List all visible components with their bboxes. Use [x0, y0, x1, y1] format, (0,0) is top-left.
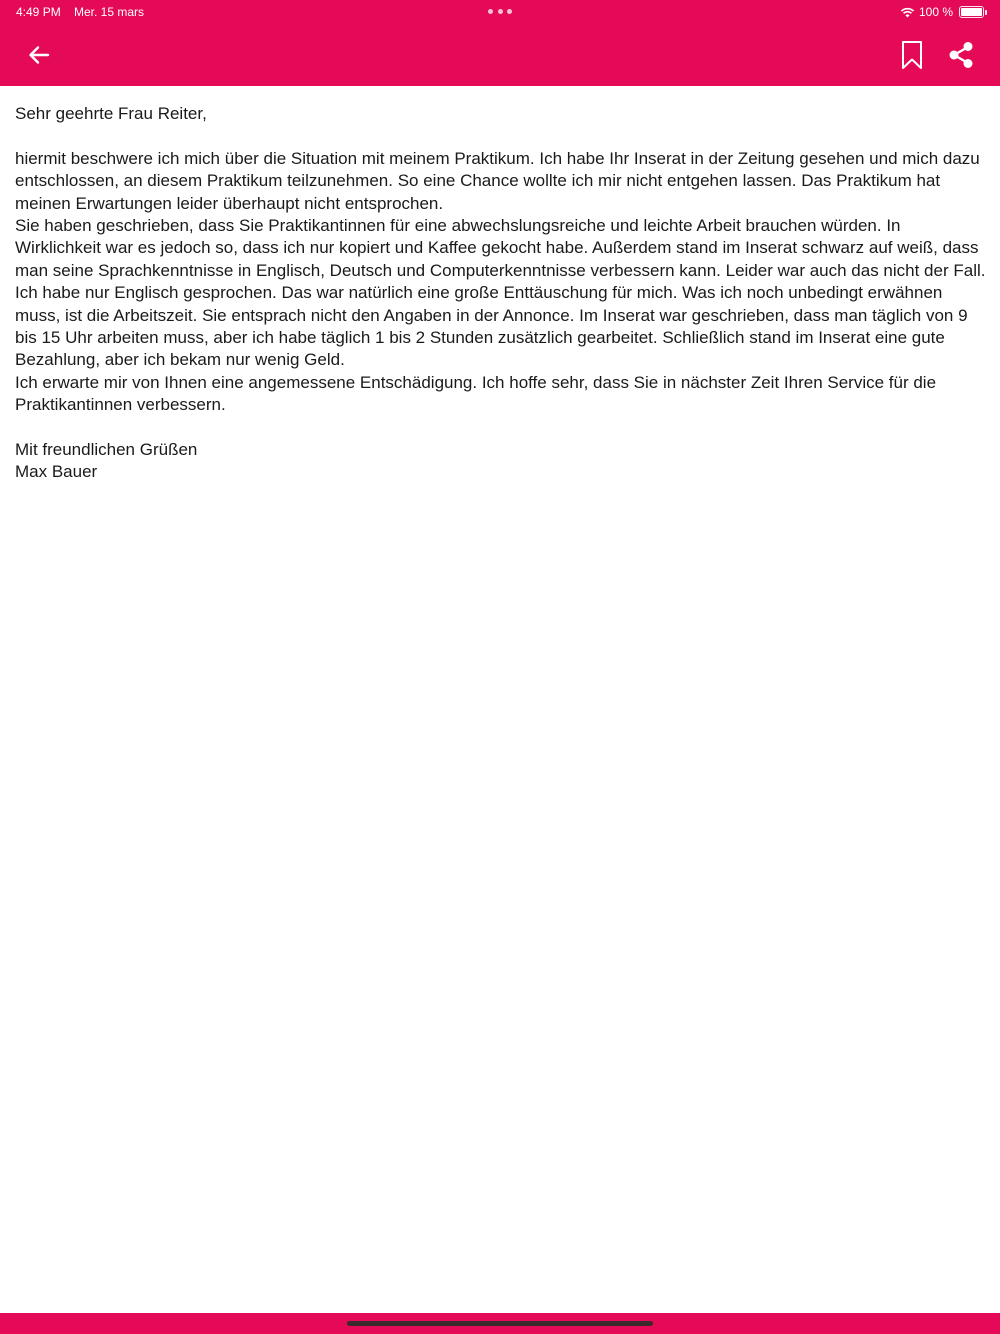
back-button[interactable] [22, 38, 56, 72]
letter-paragraph: hiermit beschwere ich mich über die Situation mit meinem Praktikum. Ich habe Ihr Inserat in der Zeitung gesehen und mich dazu entschlossen, an diesem Praktikum teilzunehmen. So eine Chance wollte ich mir nicht entgehen lassen. Das Praktikum hat meinen Erwartungen leider überhaupt nicht entsprochen. [15, 148, 980, 213]
letter-body [15, 103, 990, 484]
battery-percent: 100 % [918, 5, 953, 19]
letter-paragraph: Ich erwarte mir von Ihnen eine angemessene Entschädigung. Ich hoffe sehr, dass Sie in nächster Zeit Ihren Service für die Praktikantinnen verbessern. [15, 372, 937, 415]
home-indicator[interactable] [347, 1321, 653, 1326]
status-date: Mer. 15 mars [74, 5, 145, 19]
app-header [0, 0, 1000, 86]
bookmark-icon [901, 40, 923, 70]
wifi-icon [900, 7, 915, 18]
letter-closing: Mit freundlichen Grüßen [15, 440, 198, 460]
bookmark-button[interactable] [896, 36, 928, 74]
battery-icon [959, 6, 984, 18]
share-button[interactable] [944, 36, 978, 74]
arrow-left-icon [28, 45, 50, 65]
letter-salutation: Sehr geehrte Frau Reiter, [15, 104, 207, 123]
multitasking-dots-icon[interactable] [488, 3, 512, 19]
share-icon [948, 41, 974, 69]
status-indicators [900, 4, 984, 20]
letter-signature: Max Bauer [15, 462, 98, 482]
letter-paragraph: Sie haben geschrieben, dass Sie Praktikantinnen für eine abwechslungsreiche und leichte Arbeit brauchen würden. In Wirklichkeit war es jedoch so, dass ich nur kopiert und Kaffee gekocht habe. Außerdem stand im Inserat schwarz auf weiß, dass man seine Sprachkenntnisse in Englisch, Deutsch und Computerkenntnisse verbessern kann. Leider war auch das nicht der Fall. Ich habe nur Englisch gesprochen. Das war natürlich eine große Enttäuschung für mich. Was ich noch unbedingt erwähnen muss, ist die Arbeitszeit. Sie entsprach nicht den Angaben in der Annonce. Im Inserat war geschrieben, dass man täglich von 9 bis 15 Uhr arbeiten muss, aber ich habe täglich 1 bis 2 Stunden zusätzlich gearbeitet. Schließlich stand im Inserat eine gute Bezahlung, aber ich bekam nur wenig Geld. [15, 216, 986, 370]
bottom-bar [0, 1313, 1000, 1334]
status-time: 4:49 PM [16, 5, 61, 19]
